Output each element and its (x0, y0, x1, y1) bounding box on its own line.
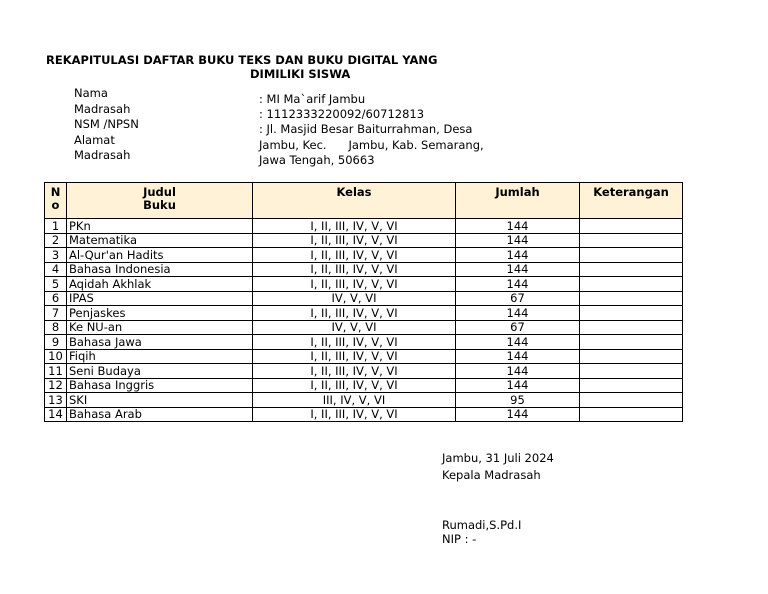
cell-judul: Bahasa Inggris (67, 378, 253, 393)
value-nama: : MI Ma`arif Jambu (259, 92, 366, 106)
header-keterangan: Keterangan (580, 183, 683, 219)
header-judul-line-1: Judul (143, 185, 176, 199)
cell-kelas: I, II, III, IV, V, VI (253, 364, 456, 379)
header-no (45, 183, 67, 219)
table-row (45, 407, 683, 422)
identity-values (259, 92, 509, 168)
document-title-line-1: REKAPITULASI DAFTAR BUKU TEKS DAN BUKU DIGITAL YANG (46, 53, 438, 67)
cell-judul: PKn (67, 219, 253, 234)
cell-no: 3 (45, 248, 67, 263)
header-judul (67, 183, 253, 219)
cell-keterangan (580, 407, 683, 422)
cell-no: 8 (45, 320, 67, 335)
cell-keterangan (580, 364, 683, 379)
identity-labels (74, 86, 139, 164)
books-table (44, 182, 683, 422)
label-madrasah: Madrasah (74, 101, 131, 116)
cell-jumlah: 144 (456, 248, 580, 263)
cell-no: 14 (45, 407, 67, 422)
table-row (45, 378, 683, 393)
cell-keterangan (580, 378, 683, 393)
label-madrasah-2: Madrasah (74, 148, 131, 162)
cell-keterangan (580, 393, 683, 408)
signature-position: Kepala Madrasah (442, 468, 541, 482)
cell-kelas: I, II, III, IV, V, VI (253, 378, 456, 393)
table-row (45, 248, 683, 263)
header-jumlah: Jumlah (456, 183, 580, 219)
cell-no: 7 (45, 306, 67, 321)
signature-place-date: Jambu, 31 Juli 2024 (442, 451, 554, 465)
table-row (45, 277, 683, 292)
cell-keterangan (580, 291, 683, 306)
cell-jumlah: 144 (456, 306, 580, 321)
cell-jumlah: 144 (456, 349, 580, 364)
cell-judul: Al-Qur'an Hadits (67, 248, 253, 263)
table-row (45, 262, 683, 277)
cell-kelas: IV, V, VI (253, 291, 456, 306)
cell-keterangan (580, 277, 683, 292)
cell-keterangan (580, 335, 683, 350)
signature-name: Rumadi,S.Pd.I (442, 518, 522, 532)
table-row (45, 335, 683, 350)
cell-no: 2 (45, 233, 67, 248)
cell-no: 5 (45, 277, 67, 292)
value-alamat-1: : Jl. Masjid Besar Baiturrahman, Desa (259, 122, 473, 137)
cell-keterangan (580, 248, 683, 263)
cell-no: 13 (45, 393, 67, 408)
header-judul-line-2: Buku (143, 198, 176, 212)
cell-judul: SKI (67, 393, 253, 408)
table-row (45, 306, 683, 321)
cell-keterangan (580, 306, 683, 321)
cell-kelas: I, II, III, IV, V, VI (253, 306, 456, 321)
cell-kelas: I, II, III, IV, V, VI (253, 262, 456, 277)
cell-kelas: I, II, III, IV, V, VI (253, 219, 456, 234)
cell-keterangan (580, 233, 683, 248)
cell-no: 12 (45, 378, 67, 393)
cell-keterangan (580, 262, 683, 277)
cell-keterangan (580, 320, 683, 335)
cell-no: 11 (45, 364, 67, 379)
cell-kelas: I, II, III, IV, V, VI (253, 335, 456, 350)
header-kelas: Kelas (253, 183, 456, 219)
cell-kelas: I, II, III, IV, V, VI (253, 349, 456, 364)
cell-judul: IPAS (67, 291, 253, 306)
cell-jumlah: 144 (456, 378, 580, 393)
label-nsm: NSM /NPSN (74, 117, 139, 131)
cell-judul: Penjaskes (67, 306, 253, 321)
cell-kelas: III, IV, V, VI (253, 393, 456, 408)
cell-judul: Ke NU-an (67, 320, 253, 335)
cell-jumlah: 67 (456, 320, 580, 335)
document-title-line-2: DIMILIKI SISWA (250, 67, 351, 81)
cell-jumlah: 144 (456, 335, 580, 350)
cell-jumlah: 144 (456, 233, 580, 248)
label-nama: Nama (74, 86, 108, 100)
cell-kelas: I, II, III, IV, V, VI (253, 248, 456, 263)
header-no-line-2: o (51, 198, 60, 212)
cell-jumlah: 67 (456, 291, 580, 306)
value-nsm: : 1112333220092/60712813 (259, 107, 425, 122)
cell-kelas: I, II, III, IV, V, VI (253, 277, 456, 292)
cell-no: 4 (45, 262, 67, 277)
signature-nip: NIP : - (442, 532, 477, 546)
table-row (45, 291, 683, 306)
value-alamat-3: Jawa Tengah, 50663 (259, 152, 375, 167)
cell-kelas: IV, V, VI (253, 320, 456, 335)
value-alamat-2: Jambu, Kec. Jambu, Kab. Semarang, (259, 137, 484, 152)
cell-jumlah: 144 (456, 277, 580, 292)
cell-jumlah: 144 (456, 407, 580, 422)
table-row (45, 364, 683, 379)
table-row (45, 393, 683, 408)
cell-keterangan (580, 219, 683, 234)
label-alamat: Alamat (74, 132, 115, 147)
table-row (45, 320, 683, 335)
cell-judul: Seni Budaya (67, 364, 253, 379)
cell-judul: Matematika (67, 233, 253, 248)
header-no-line-1: N (50, 185, 61, 199)
table-row (45, 219, 683, 234)
cell-jumlah: 144 (456, 219, 580, 234)
cell-no: 6 (45, 291, 67, 306)
cell-kelas: I, II, III, IV, V, VI (253, 233, 456, 248)
cell-jumlah: 144 (456, 262, 580, 277)
table-header-row (45, 183, 683, 219)
cell-judul: Aqidah Akhlak (67, 277, 253, 292)
cell-jumlah: 95 (456, 393, 580, 408)
cell-jumlah: 144 (456, 364, 580, 379)
cell-no: 1 (45, 219, 67, 234)
cell-keterangan (580, 349, 683, 364)
table-row (45, 233, 683, 248)
cell-kelas: I, II, III, IV, V, VI (253, 407, 456, 422)
cell-judul: Bahasa Arab (67, 407, 253, 422)
table-row (45, 349, 683, 364)
cell-judul: Bahasa Jawa (67, 335, 253, 350)
cell-judul: Bahasa Indonesia (67, 262, 253, 277)
cell-no: 9 (45, 335, 67, 350)
cell-judul: Fiqih (67, 349, 253, 364)
cell-no: 10 (45, 349, 67, 364)
